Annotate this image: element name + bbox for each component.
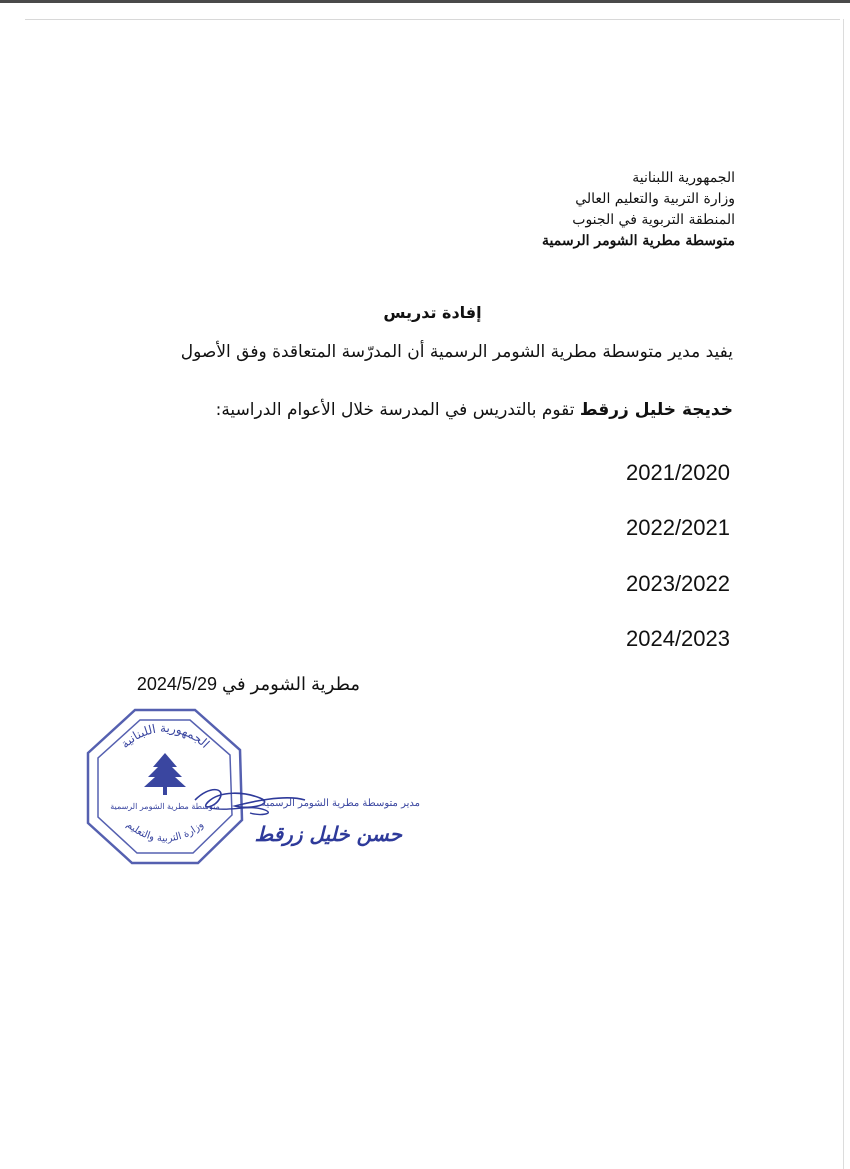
stamp-arc-top-text: الجمهورية اللبنانية [117,720,213,751]
letterhead-republic: الجمهورية اللبنانية [632,170,735,186]
year-2: 2022/2021 [626,515,730,540]
signature-name: حسن خليل زرقط [254,822,402,846]
body-line-2-rest: تقوم بالتدريس في المدرسة خلال الأعوام الدراسية: [215,400,580,420]
cedar-icon [144,753,186,795]
year-1: 2021/2020 [626,460,730,485]
body-line-2 [216,400,733,420]
signature-title: مدير متوسطة مطرية الشومر الرسمية [261,798,420,809]
date-line: مطرية الشومر في 2024/5/29 [136,674,360,694]
stamp-school-text: متوسطة مطرية الشومر الرسمية [110,802,220,811]
document-title: إفادة تدريس [383,303,482,322]
letterhead [542,168,735,252]
teacher-name: خديجة خليل زرقط [579,400,733,420]
stamp-arc-bottom-text: وزارة التربية والتعليم [124,819,206,845]
scan-top-edge [0,0,850,3]
page-right-edge [843,19,844,1169]
letterhead-school: متوسطة مطرية الشومر الرسمية [542,233,735,249]
letterhead-region: المنطقة التربوية في الجنوب [572,212,735,228]
year-3: 2023/2022 [626,571,730,596]
year-4: 2024/2023 [626,626,730,651]
body-line-1: يفيد مدير متوسطة مطرية الشومر الرسمية أن المدرّسة المتعاقدة وفق الأصول [180,342,733,362]
signature-block [190,780,430,860]
page-top-rule [25,19,840,20]
letterhead-ministry: وزارة التربية والتعليم العالي [575,191,735,207]
